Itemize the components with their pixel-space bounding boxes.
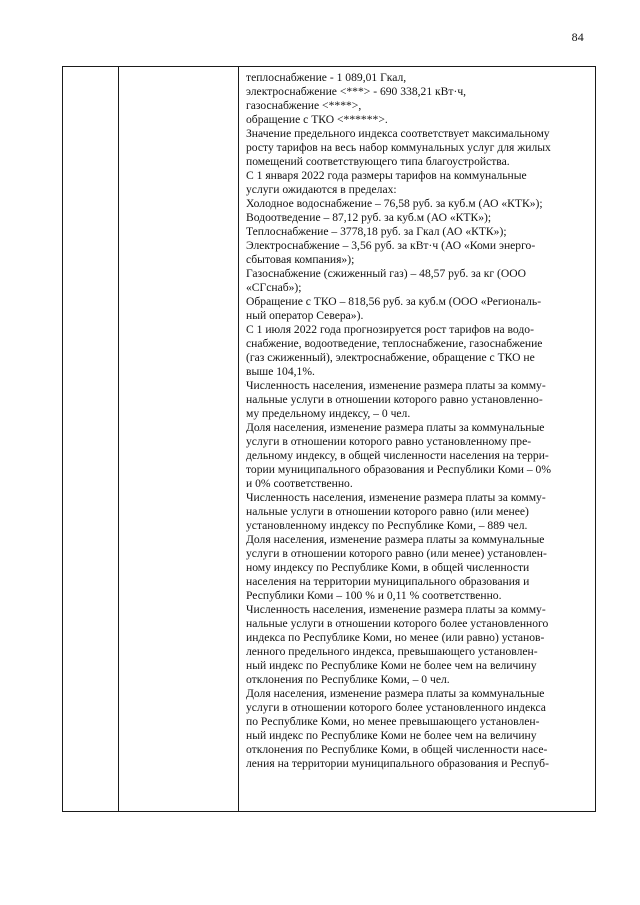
text-line: росту тарифов на весь набор коммунальных услуг для жилых (246, 141, 551, 154)
text-line: ному индексу по Республике Коми, в общей численности (246, 561, 530, 574)
text-line: ленного предельного индекса, превышающего установлен- (246, 645, 538, 658)
text-line: дельному индексу, в общей численности населения на терри- (246, 449, 549, 462)
text-line: Численность населения, изменение размера платы за комму- (246, 379, 546, 392)
text-line: нальные услуги в отношении которого более установленного (246, 617, 549, 630)
document-table (62, 66, 596, 812)
text-line: Численность населения, изменение размера платы за комму- (246, 491, 546, 504)
text-line: обращение с ТКО <******>. (246, 113, 388, 126)
text-line: услуги ожидаются в пределах: (246, 183, 397, 196)
page-number: 84 (571, 30, 584, 44)
text-line: Холодное водоснабжение – 76,58 руб. за куб.м (АО «КТК»); (246, 197, 543, 210)
text-line: выше 104,1%. (246, 365, 315, 378)
text-line: нальные услуги в отношении которого равно (или менее) (246, 505, 529, 518)
text-line: «СГснаб»); (246, 281, 302, 294)
text-line: населения на территории муниципального образования и (246, 575, 530, 588)
text-line: Водоотведение – 87,12 руб. за куб.м (АО «КТК»); (246, 211, 492, 224)
text-line: снабжение, водоотведение, теплоснабжение, газоснабжение (246, 337, 543, 350)
text-line: отклонения по Республике Коми, – 0 чел. (246, 673, 450, 686)
text-line: Доля населения, изменение размера платы за коммунальные (246, 533, 545, 546)
text-line: сбытовая компания»); (246, 253, 355, 266)
text-line: газоснабжение <****>, (246, 99, 362, 112)
text-line: Газоснабжение (сжиженный газ) – 48,57 руб. за кг (ООО (246, 267, 527, 280)
text-line: услуги в отношении которого равно установленному пре- (246, 435, 532, 448)
text-line: Обращение с ТКО – 818,56 руб. за куб.м (ООО «Региональ- (246, 295, 542, 308)
text-line: по Республике Коми, но менее превышающего установлен- (246, 715, 540, 728)
text-line: Численность населения, изменение размера платы за комму- (246, 603, 546, 616)
column-divider (238, 67, 239, 811)
text-line: Электроснабжение – 3,56 руб. за кВт·ч (АО «Коми энерго- (246, 239, 536, 252)
text-cell (246, 71, 591, 771)
text-line: электроснабжение <***> - 690 338,21 кВт·ч, (246, 85, 467, 98)
text-line: му предельному индексу, – 0 чел. (246, 407, 411, 420)
text-line: Доля населения, изменение размера платы за коммунальные (246, 421, 545, 434)
text-line: Республики Коми – 100 % и 0,11 % соответственно. (246, 589, 502, 602)
column-divider (118, 67, 119, 811)
text-line: услуги в отношении которого равно (или менее) установлен- (246, 547, 547, 560)
text-line: С 1 июля 2022 года прогнозируется рост тарифов на водо- (246, 323, 534, 336)
text-line: и 0% соответственно. (246, 477, 353, 490)
text-line: индекса по Республике Коми, но менее (или равно) установ- (246, 631, 545, 644)
text-line: (газ сжиженный), электроснабжение, обращение с ТКО не (246, 351, 535, 364)
text-line: отклонения по Республике Коми, в общей численности насе- (246, 743, 548, 756)
text-line: помещений соответствующего типа благоустройства. (246, 155, 510, 168)
text-line: ный индекс по Республике Коми не более чем на величину (246, 729, 537, 742)
text-line: Теплоснабжение – 3778,18 руб. за Гкал (АО «КТК»); (246, 225, 507, 238)
text-line: ный оператор Севера»). (246, 309, 364, 322)
text-line: тории муниципального образования и Республики Коми – 0% (246, 463, 551, 476)
text-line: С 1 января 2022 года размеры тарифов на коммунальные (246, 169, 527, 182)
text-line: услуги в отношении которого более установленного индекса (246, 701, 546, 714)
text-line: ления на территории муниципального образования и Респуб- (246, 757, 549, 770)
text-line: Значение предельного индекса соответствует максимальному (246, 127, 550, 140)
text-line: нальные услуги в отношении которого равно установленно- (246, 393, 543, 406)
text-line: теплоснабжение - 1 089,01 Гкал, (246, 71, 407, 84)
text-line: установленному индексу по Республике Коми, – 889 чел. (246, 519, 528, 532)
text-line: ный индекс по Республике Коми не более чем на величину (246, 659, 537, 672)
text-line: Доля населения, изменение размера платы за коммунальные (246, 687, 545, 700)
